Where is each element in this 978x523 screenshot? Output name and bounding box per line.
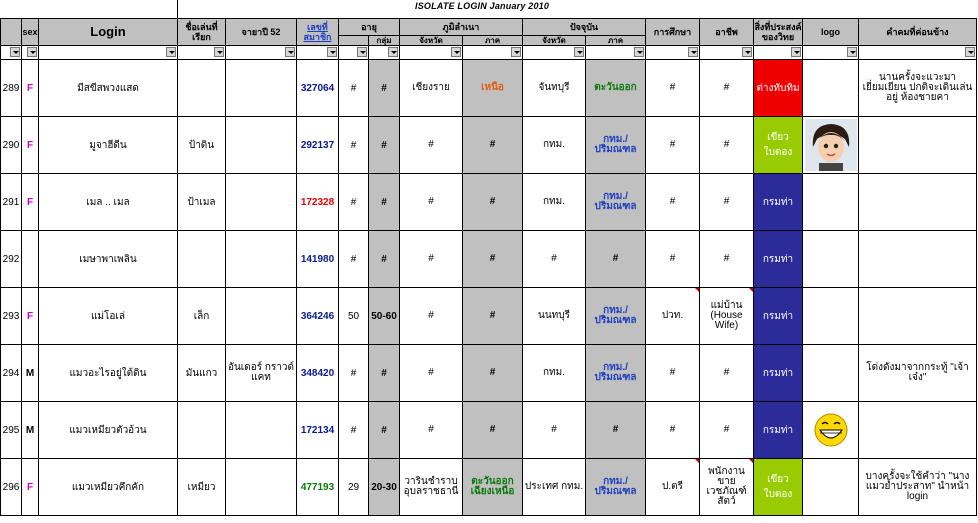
filter-cell[interactable]	[400, 46, 463, 60]
row-number[interactable]: 294	[1, 345, 22, 402]
table-row[interactable]	[1, 288, 977, 345]
cell-interest[interactable]: กรมท่า	[754, 402, 803, 459]
cell-age-group[interactable]: #	[369, 174, 400, 231]
cell-current-region[interactable]: กทม./ปริมณฑล	[586, 174, 646, 231]
cell-member-id[interactable]: 141980	[297, 231, 339, 288]
cell-interest[interactable]: กรมท่า	[754, 231, 803, 288]
cell-sex[interactable]: F	[22, 174, 39, 231]
cell-hometown-province[interactable]: #	[400, 117, 463, 174]
cell-career[interactable]: #	[700, 174, 754, 231]
cell-hometown-region[interactable]: ตะวันออกเฉียงเหนือ	[463, 459, 523, 516]
title-strip	[0, 0, 978, 18]
cell-current-region[interactable]: กทม./ปริมณฑล	[586, 345, 646, 402]
cell-comment[interactable]	[859, 117, 977, 174]
cell-logo[interactable]	[803, 60, 859, 117]
filter-dropdown-icon[interactable]	[10, 47, 20, 57]
cell-age-group[interactable]: #	[369, 345, 400, 402]
cell-age-group[interactable]: #	[369, 117, 400, 174]
cell-age-group[interactable]: #	[369, 402, 400, 459]
cell-hometown-region[interactable]: #	[463, 288, 523, 345]
cell-logo[interactable]	[803, 174, 859, 231]
filter-cell[interactable]	[646, 46, 700, 60]
cell-hometown-region[interactable]: #	[463, 231, 523, 288]
cell-interest[interactable]: เขียวใบตอง	[754, 459, 803, 516]
row-number[interactable]: 290	[1, 117, 22, 174]
filter-dropdown-icon[interactable]	[357, 47, 367, 57]
cell-nickname[interactable]: เล็ก	[178, 288, 226, 345]
cell-age-group[interactable]: #	[369, 60, 400, 117]
smiley-image	[813, 412, 849, 448]
cell-current-province[interactable]: ประเทศ กทม.	[523, 459, 586, 516]
filter-dropdown-icon[interactable]	[388, 47, 398, 57]
cell-career[interactable]: #	[700, 231, 754, 288]
filter-cell[interactable]	[1, 46, 22, 60]
cell-sex[interactable]: F	[22, 459, 39, 516]
header-education: การศึกษา	[646, 19, 700, 46]
table-row[interactable]	[1, 231, 977, 288]
cell-member-id[interactable]: 348420	[297, 345, 339, 402]
filter-dropdown-icon[interactable]	[791, 47, 801, 57]
filter-dropdown-icon[interactable]	[327, 47, 337, 57]
header-member: เลขที่สมาชิก	[297, 19, 339, 46]
cell-batch[interactable]: อันเดอร์ กราวด์แคท	[226, 345, 297, 402]
cell-member-id[interactable]: 292137	[297, 117, 339, 174]
header-row-number	[1, 19, 22, 46]
cell-comment[interactable]	[859, 402, 977, 459]
cell-current-region[interactable]: #	[586, 231, 646, 288]
header-career: อาชีพ	[700, 19, 754, 46]
cell-hometown-region[interactable]: #	[463, 174, 523, 231]
cell-age[interactable]: #	[339, 231, 369, 288]
cell-interest[interactable]: กรมท่า	[754, 345, 803, 402]
filter-dropdown-icon[interactable]	[27, 47, 37, 57]
cell-member-id[interactable]: 172134	[297, 402, 339, 459]
filter-cell[interactable]	[523, 46, 586, 60]
filter-cell[interactable]	[586, 46, 646, 60]
cell-education[interactable]: #	[646, 231, 700, 288]
cell-hometown-region[interactable]: #	[463, 402, 523, 459]
cell-hometown-province[interactable]: #	[400, 174, 463, 231]
filter-dropdown-icon[interactable]	[742, 47, 752, 57]
filter-dropdown-icon[interactable]	[965, 47, 975, 57]
cell-hometown-province[interactable]: #	[400, 345, 463, 402]
spreadsheet-table	[0, 18, 977, 516]
table-row[interactable]	[1, 402, 977, 459]
filter-cell[interactable]	[859, 46, 977, 60]
cell-sex[interactable]: F	[22, 288, 39, 345]
header-age-group: กลุ่ม	[369, 36, 400, 46]
header-age-value	[339, 36, 369, 46]
filter-row	[1, 46, 977, 60]
cell-career[interactable]: #	[700, 117, 754, 174]
cell-current-province[interactable]: กทม.	[523, 345, 586, 402]
cell-login[interactable]: เมษาพาเพลิน	[39, 231, 178, 288]
cell-login[interactable]: เมล .. เมล	[39, 174, 178, 231]
cell-interest[interactable]: กรมท่า	[754, 288, 803, 345]
header-nickname: ชื่อเล่นที่เรียก	[178, 19, 226, 46]
table-row[interactable]	[1, 459, 977, 516]
cell-interest[interactable]: กรมท่า	[754, 174, 803, 231]
cell-current-region[interactable]: #	[586, 402, 646, 459]
cell-current-region[interactable]: กทม./ปริมณฑล	[586, 288, 646, 345]
cell-nickname[interactable]: มันแกว	[178, 345, 226, 402]
cell-current-province[interactable]: #	[523, 402, 586, 459]
cell-comment[interactable]	[859, 288, 977, 345]
cell-age[interactable]: 50	[339, 288, 369, 345]
cell-sex[interactable]: M	[22, 345, 39, 402]
row-number[interactable]: 295	[1, 402, 22, 459]
cell-age[interactable]: #	[339, 117, 369, 174]
table-row[interactable]	[1, 345, 977, 402]
header-sex: sex	[22, 19, 39, 46]
cell-comment[interactable]	[859, 231, 977, 288]
cell-current-province[interactable]: #	[523, 231, 586, 288]
cell-age[interactable]: #	[339, 174, 369, 231]
cell-education[interactable]: #	[646, 402, 700, 459]
filter-cell[interactable]	[700, 46, 754, 60]
cell-logo[interactable]	[803, 345, 859, 402]
filter-dropdown-icon[interactable]	[451, 47, 461, 57]
filter-cell[interactable]	[339, 46, 369, 60]
cell-nickname[interactable]: เหมียว	[178, 459, 226, 516]
cell-batch[interactable]	[226, 231, 297, 288]
cell-logo[interactable]	[803, 117, 859, 174]
cell-login[interactable]: แมวเหมียวตัวอ้วน	[39, 402, 178, 459]
cell-comment[interactable]: บางครั้งจะใช้คำว่า "นางแมวย้ำประสาท" นำหน้า login	[859, 459, 977, 516]
row-number[interactable]: 291	[1, 174, 22, 231]
filter-dropdown-icon[interactable]	[511, 47, 521, 57]
cell-career[interactable]: #	[700, 402, 754, 459]
filter-cell[interactable]	[297, 46, 339, 60]
cell-member-id[interactable]: 477193	[297, 459, 339, 516]
header-login: Login	[39, 19, 178, 46]
cell-hometown-province[interactable]: วารินชำราบ อุบลราชธานี	[400, 459, 463, 516]
cell-batch[interactable]	[226, 60, 297, 117]
cell-batch[interactable]	[226, 459, 297, 516]
cell-batch[interactable]	[226, 402, 297, 459]
cell-nickname[interactable]	[178, 231, 226, 288]
cell-comment[interactable]: นานครั้งจะแวะมาเยี่ยมเยียน ปกติจะเดินเล่นอยู่ ห้องชายคา	[859, 60, 977, 117]
cell-current-region[interactable]: กทม./ปริมณฑล	[586, 459, 646, 516]
header-current: ปัจจุบัน	[523, 19, 646, 36]
filter-dropdown-icon[interactable]	[285, 47, 295, 57]
cell-age[interactable]: 29	[339, 459, 369, 516]
header-current-region: ภาค	[586, 36, 646, 46]
cell-nickname[interactable]: ป้าเมล	[178, 174, 226, 231]
cell-comment[interactable]: โด่งดังมาจากกระทู้ "เจ้าเจ๋ง"	[859, 345, 977, 402]
cell-sex[interactable]: F	[22, 60, 39, 117]
header-interest: สิ่งที่ประสงค์ของวิทย	[754, 19, 803, 46]
cell-age-group[interactable]: #	[369, 231, 400, 288]
filter-cell[interactable]	[369, 46, 400, 60]
cell-current-region[interactable]: ตะวันออก	[586, 60, 646, 117]
cell-career[interactable]: #	[700, 60, 754, 117]
cell-batch[interactable]	[226, 117, 297, 174]
cell-sex[interactable]	[22, 231, 39, 288]
cell-career[interactable]: #	[700, 345, 754, 402]
cell-logo[interactable]	[803, 402, 859, 459]
filter-dropdown-icon[interactable]	[688, 47, 698, 57]
cell-hometown-province[interactable]: #	[400, 231, 463, 288]
header-age: อายุ	[339, 19, 400, 36]
table-body	[1, 60, 977, 516]
cell-career[interactable]: แม่บ้าน (House Wife)	[700, 288, 754, 345]
cell-sex[interactable]: F	[22, 117, 39, 174]
filter-dropdown-icon[interactable]	[634, 47, 644, 57]
row-number[interactable]: 293	[1, 288, 22, 345]
cell-logo[interactable]	[803, 231, 859, 288]
cell-hometown-province[interactable]: เชียงราย	[400, 60, 463, 117]
cell-current-province[interactable]: นนทบุรี	[523, 288, 586, 345]
filter-cell[interactable]	[803, 46, 859, 60]
table-row[interactable]	[1, 174, 977, 231]
cell-interest[interactable]: ต่างทับทิม	[754, 60, 803, 117]
title-divider	[177, 0, 178, 18]
header-current-province: จังหวัด	[523, 36, 586, 46]
table-row[interactable]	[1, 117, 977, 174]
cell-education[interactable]: ปวท.	[646, 288, 700, 345]
cell-nickname[interactable]: ป้าดิน	[178, 117, 226, 174]
filter-dropdown-icon[interactable]	[574, 47, 584, 57]
filter-cell[interactable]	[226, 46, 297, 60]
cell-sex[interactable]: M	[22, 402, 39, 459]
cell-login[interactable]: มีสขีสพวงแสด	[39, 60, 178, 117]
cell-education[interactable]: ป.ตรี	[646, 459, 700, 516]
table-row[interactable]	[1, 60, 977, 117]
cell-member-id[interactable]: 327064	[297, 60, 339, 117]
cell-login[interactable]: มูจาฮีดีน	[39, 117, 178, 174]
sheet-title: ISOLATE LOGIN January 2010	[415, 1, 550, 11]
cell-education[interactable]: #	[646, 60, 700, 117]
header-hometown: ภูมิลำเนา	[400, 19, 523, 36]
cell-logo[interactable]	[803, 459, 859, 516]
cell-age[interactable]: #	[339, 345, 369, 402]
cell-current-province[interactable]: กทม.	[523, 174, 586, 231]
cell-hometown-region[interactable]: เหนือ	[463, 60, 523, 117]
header-batch: จายาปี 52	[226, 19, 297, 46]
cell-login[interactable]: แมวอะไรอยู่ใต้ดิน	[39, 345, 178, 402]
header-hometown-province: จังหวัด	[400, 36, 463, 46]
filter-cell[interactable]	[463, 46, 523, 60]
header-row	[1, 19, 977, 36]
cell-age-group[interactable]: 20-30	[369, 459, 400, 516]
cell-age[interactable]: #	[339, 402, 369, 459]
filter-cell[interactable]	[39, 46, 178, 60]
header-logo: logo	[803, 19, 859, 46]
cell-batch[interactable]	[226, 288, 297, 345]
cell-current-province[interactable]: กทม.	[523, 117, 586, 174]
cell-member-id[interactable]: 364246	[297, 288, 339, 345]
cell-age-group[interactable]: 50-60	[369, 288, 400, 345]
row-number[interactable]: 296	[1, 459, 22, 516]
cell-logo[interactable]	[803, 288, 859, 345]
cell-career[interactable]: พนักงานขาย เวชภัณฑ์สัตว์	[700, 459, 754, 516]
cell-nickname[interactable]	[178, 60, 226, 117]
row-number[interactable]: 292	[1, 231, 22, 288]
filter-dropdown-icon[interactable]	[214, 47, 224, 57]
cell-hometown-region[interactable]: #	[463, 117, 523, 174]
cell-current-province[interactable]: จันทบุรี	[523, 60, 586, 117]
filter-dropdown-icon[interactable]	[166, 47, 176, 57]
filter-dropdown-icon[interactable]	[847, 47, 857, 57]
filter-cell[interactable]	[22, 46, 39, 60]
filter-cell[interactable]	[178, 46, 226, 60]
cell-comment[interactable]	[859, 174, 977, 231]
cell-login[interactable]: แมวเหมียวคึกคัก	[39, 459, 178, 516]
cell-hometown-region[interactable]: #	[463, 345, 523, 402]
row-number[interactable]: 289	[1, 60, 22, 117]
cell-batch[interactable]	[226, 174, 297, 231]
cell-education[interactable]: #	[646, 117, 700, 174]
cell-education[interactable]: #	[646, 345, 700, 402]
avatar-image	[805, 119, 857, 171]
cell-login[interactable]: แม่โอเล่	[39, 288, 178, 345]
header-hometown-region: ภาค	[463, 36, 523, 46]
cell-hometown-province[interactable]: #	[400, 288, 463, 345]
cell-current-region[interactable]: กทม./ปริมณฑล	[586, 117, 646, 174]
cell-nickname[interactable]	[178, 402, 226, 459]
cell-age[interactable]: #	[339, 60, 369, 117]
cell-member-id[interactable]: 172328	[297, 174, 339, 231]
cell-hometown-province[interactable]: #	[400, 402, 463, 459]
cell-interest[interactable]: เขียวใบตอง	[754, 117, 803, 174]
header-comment: คำคมที่ค่อนข้าง	[859, 19, 977, 46]
cell-education[interactable]: #	[646, 174, 700, 231]
filter-cell[interactable]	[754, 46, 803, 60]
